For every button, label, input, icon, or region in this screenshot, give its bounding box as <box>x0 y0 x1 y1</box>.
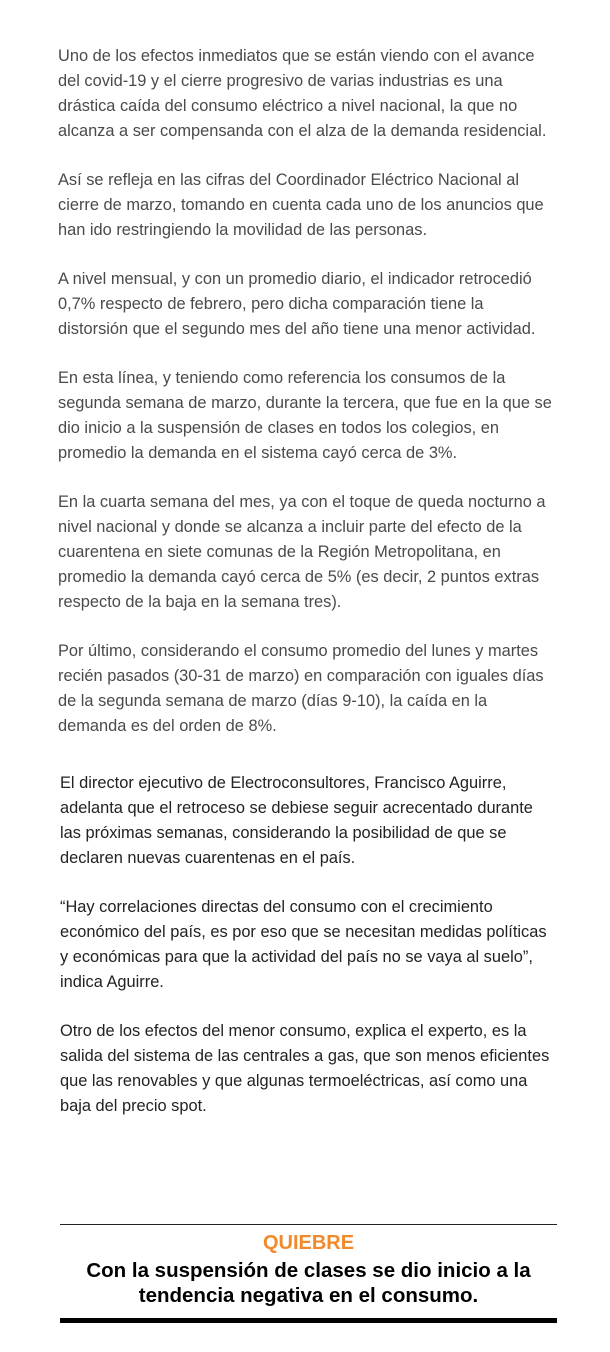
article-paragraph-3: A nivel mensual, y con un promedio diario, el indicador retrocedió 0,7% respecto de febrero, pero dicha comparación tiene la distorsión que el segundo mes del año tiene una menor actividad. <box>58 270 536 338</box>
article-paragraph-4: En esta línea, y teniendo como referencia los consumos de la segunda semana de marzo, durante la tercera, que fue en la que se dio inicio a la suspensión de clases en todos los colegios, en promedio la demanda en el sistema cayó cerca de 3%. <box>58 369 552 462</box>
article-body <box>58 44 558 1143</box>
article-paragraph-6: Por último, considerando el consumo promedio del lunes y martes recién pasados (30-31 de marzo) en comparación con iguales días de la segunda semana de marzo (días 9-10), la caída en la demanda es del orden de 8%. <box>58 642 544 735</box>
article-paragraph-8: “Hay correlaciones directas del consumo con el crecimiento económico del país, es por eso que se necesitan medidas políticas y económicas para que la actividad del país no se vaya al suelo”, indica Aguirre. <box>60 898 547 991</box>
article-paragraph-1: Uno de los efectos inmediatos que se están viendo con el avance del covid-19 y el cierre progresivo de varias industrias es una drástica caída del consumo eléctrico a nivel nacional, la que no alcanza a ser compensanda con el alza de la demanda residencial. <box>58 47 547 140</box>
article-paragraph-9: Otro de los efectos del menor consumo, explica el experto, es la salida del sistema de las centrales a gas, que son menos eficientes que las renovables y que algunas termoeléctricas, así como una baja del precio spot. <box>60 1022 550 1115</box>
pull-quote-text: Con la suspensión de clases se dio inicio a la tendencia negativa en el consumo. <box>86 1259 531 1307</box>
pull-quote-label: QUIEBRE <box>262 1232 355 1254</box>
article-paragraph-2: Así se refleja en las cifras del Coordinador Eléctrico Nacional al cierre de marzo, tomando en cuenta cada uno de los anuncios que han ido restringiendo la movilidad de las personas. <box>58 171 544 239</box>
pull-quote-box <box>60 1224 557 1323</box>
article-paragraph-5: En la cuarta semana del mes, ya con el toque de queda nocturno a nivel nacional y donde se alcanza a incluir parte del efecto de la cuarentena en siete comunas de la Región Metropolitana, en promedio la demanda cayó cerca de 5% (es decir, 2 puntos extras respecto de la baja en la semana tres). <box>58 493 546 611</box>
article-paragraph-7: El director ejecutivo de Electroconsultores, Francisco Aguirre, adelanta que el retroceso se debiese seguir acrecentado durante las próximas semanas, considerando la posibilidad de que se declaren nuevas cuarentenas en el país. <box>60 774 533 867</box>
